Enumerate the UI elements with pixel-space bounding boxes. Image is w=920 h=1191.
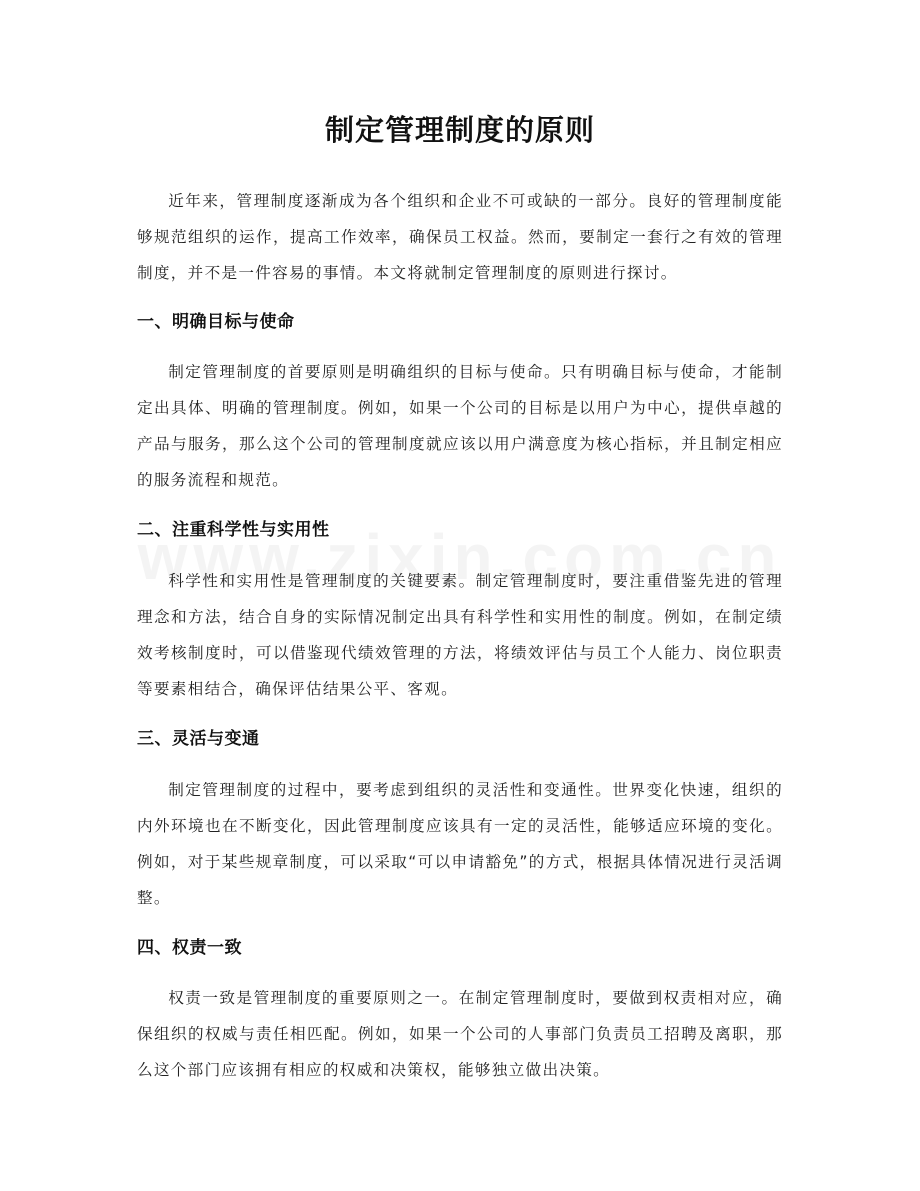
- section-heading-2: 二、注重科学性与实用性: [137, 520, 330, 540]
- section-body-3: 制定管理制度的过程中，要考虑到组织的灵活性和变通性。世界变化快速，组织的内外环境也在不断变化，因此管理制度应该具有一定的灵活性，能够适应环境的变化。例如，对于某些规章制度，可以采取“可以申请豁免”的方式，根据具体情况进行灵活调整。: [137, 781, 783, 907]
- page-title: 制定管理制度的原则: [324, 113, 595, 147]
- section-heading-4: 四、权责一致: [137, 938, 242, 958]
- intro-paragraph: 近年来，管理制度逐渐成为各个组织和企业不可或缺的一部分。良好的管理制度能够规范组织的运作，提高工作效率，确保员工权益。然而，要制定一套行之有效的管理制度，并不是一件容易的事情。本文将就制定管理制度的原则进行探讨。: [137, 192, 783, 282]
- section-body-2: 科学性和实用性是管理制度的关键要素。制定管理制度时，要注重借鉴先进的管理理念和方法，结合自身的实际情况制定出具有科学性和实用性的制度。例如，在制定绩效考核制度时，可以借鉴现代绩效管理的方法，将绩效评估与员工个人能力、岗位职责等要素相结合，确保评估结果公平、客观。: [137, 572, 783, 698]
- section-heading-3: 三、灵活与变通: [137, 729, 260, 749]
- section-body-4: 权责一致是管理制度的重要原则之一。在制定管理制度时，要做到权责相对应，确保组织的权威与责任相匹配。例如，如果一个公司的人事部门负责员工招聘及离职，那么这个部门应该拥有相应的权威和决策权，能够独立做出决策。: [137, 989, 783, 1079]
- section-body-1: 制定管理制度的首要原则是明确组织的目标与使命。只有明确目标与使命，才能制定出具体、明确的管理制度。例如，如果一个公司的目标是以用户为中心，提供卓越的产品与服务，那么这个公司的管理制度就应该以用户满意度为核心指标，并且制定相应的服务流程和规范。: [137, 363, 783, 489]
- section-heading-1: 一、明确目标与使命: [137, 312, 295, 332]
